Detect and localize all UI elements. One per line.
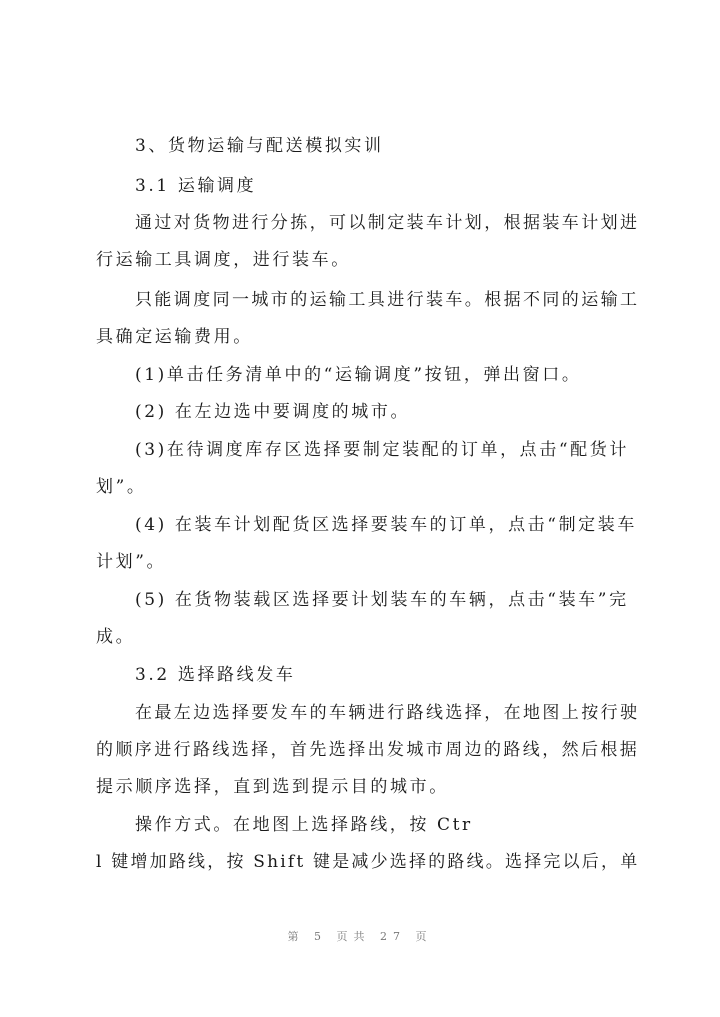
paragraph-line: 成。 (96, 627, 136, 647)
paragraph-line: 计划”。 (96, 552, 167, 572)
paragraph-line: (3)在待调度库存区选择要制定装配的订单，点击“配货计 (135, 440, 629, 460)
paragraph-line: (1)单击任务清单中的“运输调度”按钮，弹出窗口。 (135, 365, 582, 385)
paragraph-line: (2) 在左边选中要调度的城市。 (135, 402, 411, 422)
paragraph-line: (5) 在货物装载区选择要计划装车的车辆，点击“装车”完 (135, 590, 629, 610)
paragraph-line: l 键增加路线，按 Shift 键是减少选择的路线。选择完以后，单 (96, 852, 640, 872)
paragraph-line: 提示顺序选择，直到选到提示目的城市。 (96, 777, 449, 797)
page-number-footer: 第 5 页共 27 页 (287, 930, 433, 943)
section-heading: 3、货物运输与配送模拟实训 (135, 136, 384, 156)
paragraph-line: 行运输工具调度，进行装车。 (96, 250, 351, 270)
paragraph-line: 划”。 (96, 477, 147, 497)
paragraph-line: 只能调度同一城市的运输工具进行装车。根据不同的运输工 (135, 290, 640, 310)
paragraph-line: 具确定运输费用。 (96, 327, 253, 347)
paragraph-line: 的顺序进行路线选择，首先选择出发城市周边的路线，然后根据 (96, 740, 640, 760)
paragraph-line: 操作方式。在地图上选择路线，按 Ctr (135, 815, 473, 835)
paragraph-line: 在最左边选择要发车的车辆进行路线选择，在地图上按行驶 (135, 703, 640, 723)
subsection-heading: 3.2 选择路线发车 (135, 665, 296, 685)
subsection-heading: 3.1 运输调度 (135, 176, 257, 196)
paragraph-line: 通过对货物进行分拣，可以制定装车计划，根据装车计划进 (135, 213, 640, 233)
paragraph-line: (4) 在装车计划配货区选择要装车的订单，点击“制定装车 (135, 515, 637, 535)
